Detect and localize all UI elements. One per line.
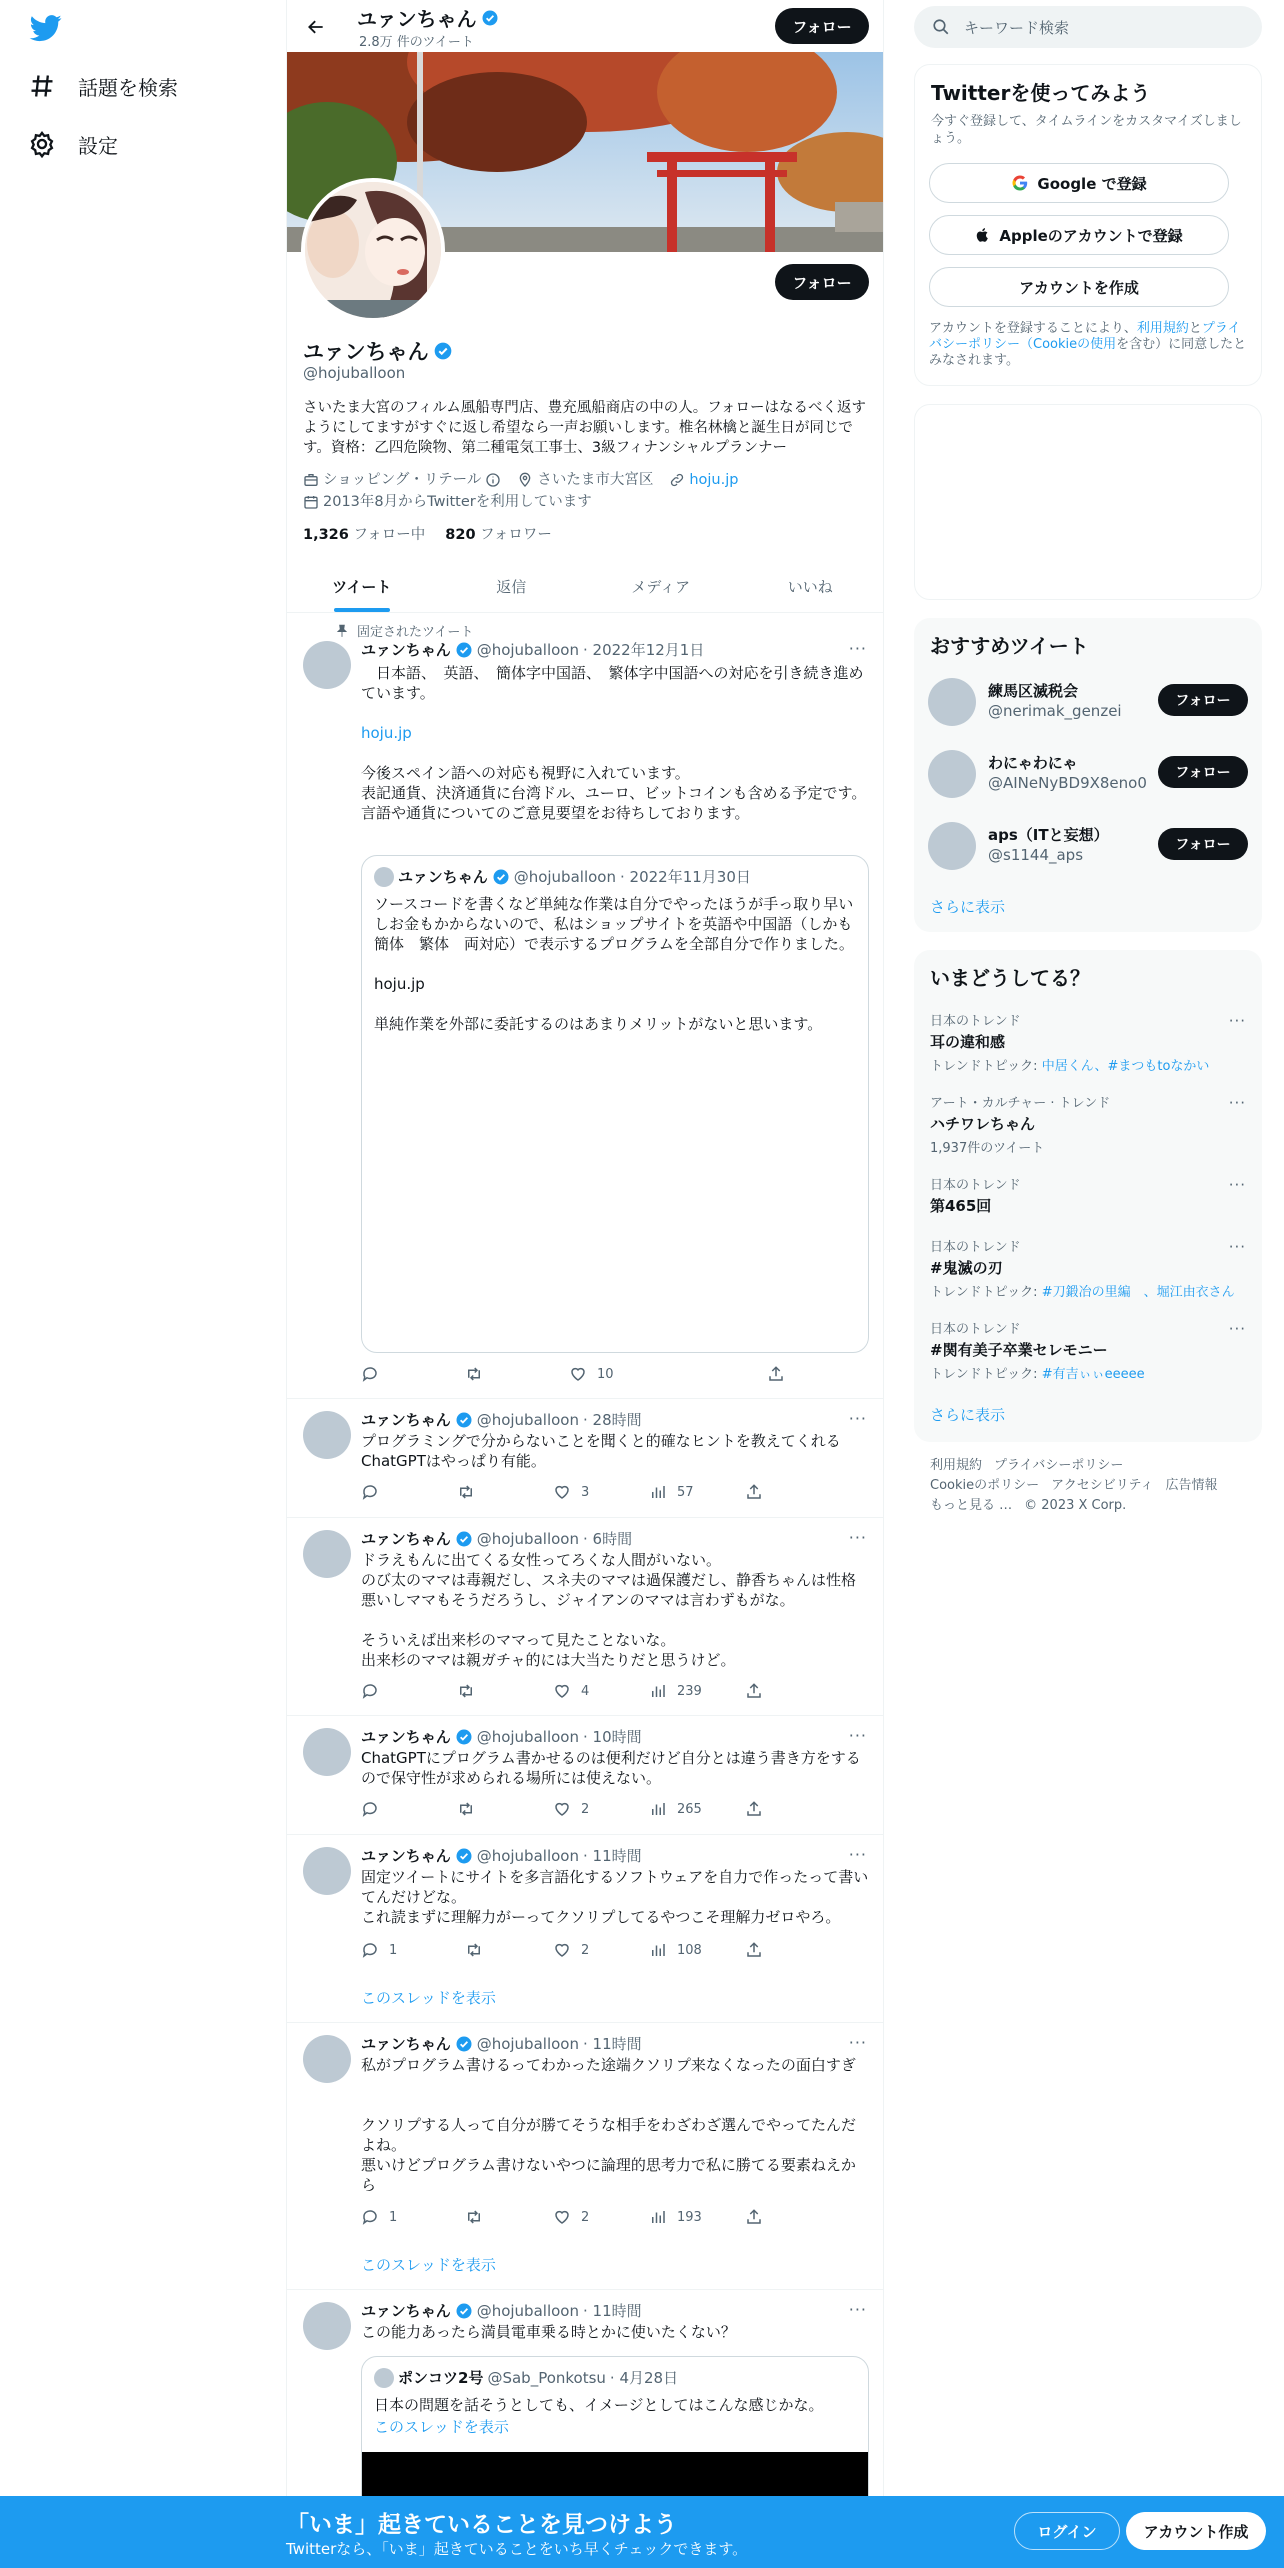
share-icon	[745, 1682, 763, 1700]
tweet-count: 2.8万 件のツイート	[359, 35, 474, 50]
tweet[interactable]	[287, 1716, 884, 1835]
profile-tabs	[287, 560, 884, 613]
views-button[interactable]	[649, 1682, 702, 1700]
tweet-text: プログラミングで分からないことを聞くと的確なヒントを教えてくれるChatGPTはやっぱり有能。	[361, 1432, 841, 1470]
trend-topics-links[interactable]: 中居くん、#まつもtoなかい	[1041, 1059, 1210, 1074]
reply-icon	[361, 1941, 379, 1959]
recommended-user-avatar	[928, 678, 976, 726]
reply-icon	[361, 1483, 379, 1501]
tweet-author-name[interactable]: ユァンちゃん	[361, 641, 451, 659]
quoted-tweet-avatar	[374, 2368, 394, 2388]
bar-chart-icon	[649, 1483, 667, 1501]
view-count: 108	[677, 1942, 702, 1958]
trend-name: ハチワレちゃん	[930, 1115, 1036, 1133]
quoted-tweet-author: ユァンちゃん	[398, 868, 488, 886]
nav-settings[interactable]	[28, 124, 118, 164]
nav-explore[interactable]	[28, 66, 178, 106]
profile-follow-button[interactable]: フォロー	[775, 264, 869, 300]
terms-link[interactable]: 利用規約	[1136, 321, 1189, 336]
like-count: 10	[597, 1366, 614, 1382]
profile-url	[669, 470, 738, 490]
apple-signup-button[interactable]	[929, 215, 1229, 255]
like-count: 2	[581, 1942, 590, 1958]
tweet[interactable]	[287, 1518, 884, 1716]
heart-icon	[569, 1365, 587, 1383]
pin-icon	[335, 624, 349, 638]
retweet-button[interactable]	[465, 1941, 483, 1959]
tweet-text: ChatGPTにプログラム書かせるのは便利だけど自分とは違う書き方をするので保守性が求められる場所には使えない。	[361, 1749, 861, 1787]
reply-icon	[361, 1682, 379, 1700]
back-button[interactable]	[299, 10, 333, 44]
trends-show-more[interactable]: さらに表示	[930, 1406, 1006, 1424]
nav-settings-label: 設定	[78, 133, 118, 158]
tweet-time[interactable]: · 11時間	[582, 2035, 642, 2053]
quoted-tweet-handle: @Sab_Ponkotsu	[487, 2368, 606, 2387]
show-thread-link[interactable]: このスレッドを表示	[361, 1989, 496, 2007]
trend-tweet-count: 1,937件のツイート	[930, 1141, 1045, 1156]
tweet-link[interactable]: hoju.jp	[361, 724, 412, 742]
heart-icon	[553, 1800, 571, 1818]
share-icon	[745, 1483, 763, 1501]
like-button[interactable]	[553, 1941, 589, 1959]
trend-name: #関有美子卒業セレモニー	[930, 1341, 1108, 1359]
location-pin-icon	[517, 472, 533, 488]
tweet-avatar[interactable]	[303, 2302, 351, 2350]
reply-button[interactable]	[361, 2208, 397, 2226]
recommended-user-handle: @s1144_aps	[988, 846, 1084, 864]
tweet-time[interactable]: · 2022年12月1日	[582, 641, 705, 659]
retweet-icon	[457, 1682, 475, 1700]
profile-category	[303, 470, 501, 490]
trend-item[interactable]	[930, 1010, 1246, 1074]
tweet-author-handle: @hojuballoon	[476, 2034, 579, 2053]
reply-button[interactable]	[361, 1941, 397, 1959]
tweet[interactable]	[287, 1835, 884, 2023]
tweet-header	[361, 639, 704, 660]
verified-badge-icon	[481, 9, 499, 27]
header-name	[357, 3, 499, 32]
trend-context: 日本のトレンド	[930, 1014, 1021, 1029]
share-button[interactable]	[745, 1800, 763, 1818]
profile-url-link[interactable]: hoju.jp	[689, 472, 739, 488]
tweet-header	[361, 1726, 642, 1747]
profile-bio: さいたま大宮のフィルム風船専門店、豊充風船商店の中の人。フォローはなるべく返すようにしてますがすぐに返し希望なら一声お願いします。椎名林檎と誕生日が同じです。資格：乙四危険物、第二種電気工事士、3級フィナンシャルプランナー	[303, 400, 867, 456]
bar-chart-icon	[649, 1800, 667, 1818]
retweet-button[interactable]	[465, 1365, 483, 1383]
bar-chart-icon	[649, 2208, 667, 2226]
trend-name: 耳の違和感	[930, 1033, 1006, 1051]
gear-icon	[28, 130, 56, 158]
profile-header-bar	[287, 0, 884, 52]
tweet-avatar[interactable]	[303, 1847, 351, 1895]
quoted-tweet-text: 日本の問題を話そうとしても、イメージとしてはこんな感じかな。	[374, 2396, 824, 2414]
tweet-actions	[361, 1682, 781, 1702]
views-button[interactable]	[649, 1483, 694, 1501]
trend-topics	[930, 1281, 1246, 1300]
quoted-tweet-header	[374, 866, 751, 887]
tweet-time[interactable]: · 10時間	[582, 1728, 642, 1746]
tweet-header	[361, 1528, 632, 1549]
following-label: フォロー中	[353, 527, 426, 543]
tweet-author-name[interactable]: ユァンちゃん	[361, 2035, 451, 2053]
search-bar[interactable]	[914, 6, 1262, 48]
quoted-tweet-avatar	[374, 867, 394, 887]
tweet[interactable]	[287, 2023, 884, 2290]
tweet-time[interactable]: · 6時間	[582, 1530, 633, 1548]
reply-icon	[361, 1800, 379, 1818]
tweet-author-name[interactable]: ユァンちゃん	[361, 1847, 451, 1865]
views-button[interactable]	[649, 1800, 702, 1818]
tweet-avatar[interactable]	[303, 641, 351, 689]
tweet-text: ドラえもんに出てくる女性ってろくな人間がいない。 のび太のママは毒親だし、スネ夫のママは過保護だし、静香ちゃんは性格悪いしママもそうだろうし、ジャイアンのママは言わずもがな。 そういえば出来杉のママって見たことないな。 出来杉のママは親ガチャ的には大当たりだと思うけど。	[361, 1551, 857, 1669]
trend-item[interactable]	[930, 1092, 1246, 1156]
login-prompt-subtitle: Twitterなら、「いま」起きていることをいち早くチェックできます。	[286, 2540, 748, 2558]
retweet-icon	[465, 1365, 483, 1383]
tweet-author-handle: @hojuballoon	[476, 1727, 579, 1746]
trend-context: アート・カルチャー · トレンド	[930, 1096, 1111, 1111]
recommended-user[interactable]	[928, 746, 1248, 802]
tweet-author-name[interactable]: ユァンちゃん	[361, 1728, 451, 1746]
trend-topics-links[interactable]: #刀鍛冶の里編 、堀江由衣さん	[1041, 1285, 1235, 1300]
trend-item[interactable]	[930, 1318, 1246, 1382]
retweet-icon	[457, 1483, 475, 1501]
trend-topics	[930, 1055, 1246, 1074]
verified-badge-icon	[455, 1530, 473, 1548]
tab-tweets[interactable]: ツイート	[287, 560, 437, 612]
tweet-author-handle: @hojuballoon	[476, 1410, 579, 1429]
retweet-button[interactable]	[465, 2208, 483, 2226]
views-button[interactable]	[649, 2208, 702, 2226]
empty-panel	[914, 404, 1262, 600]
retweet-button[interactable]	[457, 1682, 475, 1700]
profile-location	[517, 470, 653, 490]
footer-ads[interactable]: 広告情報	[1165, 1478, 1218, 1493]
pinned-indicator	[335, 621, 473, 640]
heart-icon	[553, 1941, 571, 1959]
view-count: 265	[677, 1801, 702, 1817]
hashtag-icon	[28, 72, 56, 100]
recommended-tweets-panel	[914, 618, 1262, 932]
recommended-user-handle: @nerimak_genzei	[988, 702, 1122, 720]
followers-label: フォロワー	[480, 527, 552, 543]
following-stat[interactable]	[303, 523, 425, 544]
show-thread-link[interactable]: このスレッドを表示	[361, 2256, 496, 2274]
reply-count: 1	[389, 1942, 398, 1958]
retweet-icon	[457, 1800, 475, 1818]
arrow-left-icon	[306, 17, 326, 37]
trend-context: 日本のトレンド	[930, 1322, 1021, 1337]
recommended-user-avatar	[928, 822, 976, 870]
profile-name-text: ユァンちゃん	[303, 340, 429, 364]
like-count: 2	[581, 1801, 590, 1817]
more-options-icon[interactable]: ···	[1228, 1238, 1246, 1256]
login-prompt-bar	[0, 2496, 1284, 2568]
tweet-author-name[interactable]: ユァンちゃん	[361, 1411, 451, 1429]
like-button[interactable]	[569, 1365, 614, 1383]
profile-joined	[303, 492, 592, 512]
calendar-icon	[303, 494, 319, 510]
reply-count: 1	[389, 2209, 398, 2225]
info-icon[interactable]	[485, 472, 501, 488]
trend-item[interactable]	[930, 1174, 1246, 1216]
verified-badge-icon	[455, 1847, 473, 1865]
reply-icon	[361, 1365, 379, 1383]
tweet-avatar[interactable]	[303, 1411, 351, 1459]
bar-chart-icon	[649, 1941, 667, 1959]
nav-explore-label: 話題を検索	[78, 75, 178, 100]
share-button[interactable]	[745, 2208, 763, 2226]
tweet-avatar[interactable]	[303, 1728, 351, 1776]
quoted-show-thread-link[interactable]: このスレッドを表示	[374, 2418, 509, 2436]
tweet-header	[361, 1409, 642, 1430]
more-options-icon[interactable]: ···	[848, 1409, 867, 1428]
heart-icon	[553, 1483, 571, 1501]
view-count: 57	[677, 1484, 694, 1500]
signup-terms	[929, 321, 1249, 369]
tweet-author-handle: @hojuballoon	[476, 640, 579, 659]
recommended-show-more[interactable]: さらに表示	[930, 898, 1006, 916]
like-button[interactable]	[553, 2208, 589, 2226]
tweet-text: この能力あったら満員電車乗る時とかに使いたくない？	[361, 2323, 736, 2341]
tweet-header	[361, 2300, 642, 2321]
verified-badge-icon	[455, 1411, 473, 1429]
share-button[interactable]	[745, 1483, 763, 1501]
footer-more[interactable]: もっと見る …	[930, 1498, 1013, 1513]
trend-topics	[930, 1363, 1246, 1382]
briefcase-icon	[303, 472, 319, 488]
follow-stats	[303, 523, 552, 544]
trends-panel	[914, 950, 1262, 1442]
link-icon	[669, 472, 685, 488]
trend-name: #鬼滅の刃	[930, 1259, 1003, 1277]
terms-prefix: アカウントを登録することにより、	[929, 321, 1137, 336]
tweet-actions	[361, 1941, 781, 1961]
more-options-icon[interactable]: ···	[1228, 1012, 1246, 1030]
retweet-icon	[465, 2208, 483, 2226]
footer-cookie[interactable]: Cookieのポリシー	[930, 1478, 1040, 1493]
create-account-button[interactable]: アカウントを作成	[929, 267, 1229, 307]
retweet-icon	[465, 1941, 483, 1959]
tweet-avatar[interactable]	[303, 1530, 351, 1578]
recommended-follow-button[interactable]: フォロー	[1158, 684, 1248, 716]
signup-panel	[914, 64, 1262, 386]
apple-signup-label: Appleのアカウントで登録	[999, 226, 1183, 245]
recommended-user[interactable]	[928, 674, 1248, 730]
footer-terms[interactable]: 利用規約	[930, 1458, 983, 1473]
recommended-user[interactable]	[928, 818, 1248, 874]
tweet-text-continued: 今後スペイン語への対応も視野に入れています。 表記通貨、決済通貨に台湾ドル、ユーロ、ビットコインも含める予定です。 言語や通貨についてのご意見要望をお待ちしております。	[361, 764, 867, 822]
tweet-author-handle: @hojuballoon	[476, 1529, 579, 1548]
bar-chart-icon	[649, 1682, 667, 1700]
footer-privacy[interactable]: プライバシーポリシー	[994, 1458, 1124, 1473]
google-signup-button[interactable]	[929, 163, 1229, 203]
tweet-actions	[361, 2208, 781, 2228]
signup-subtitle: 今すぐ登録して、タイムラインをカスタマイズしましょう。	[931, 114, 1242, 146]
trends-title: いまどうしてる？	[930, 966, 1090, 990]
profile-category-text: ショッピング・リテール	[323, 472, 482, 488]
like-count: 3	[581, 1484, 590, 1500]
recommended-user-name: aps（ITと妄想）	[988, 826, 1109, 844]
recommended-user-name: わにゃわにゃ	[988, 754, 1078, 772]
recommended-follow-button[interactable]: フォロー	[1158, 828, 1248, 860]
profile-avatar[interactable]	[301, 178, 445, 322]
header-follow-button[interactable]: フォロー	[775, 8, 869, 44]
trend-topics-prefix: トレンドトピック:	[930, 1059, 1038, 1074]
profile-handle: @hojuballoon	[303, 364, 406, 382]
retweet-button[interactable]	[457, 1483, 475, 1501]
login-button[interactable]: ログイン	[1014, 2512, 1120, 2550]
tweet-text: 私がプログラム書けるってわかった途端クソリプ来なくなったの面白すぎ クソリプする人って自分が勝てそうな相手をわざわざ選んでやってたんだよね。 悪いけどプログラム書けないやつに論理的思考力で私に勝てる要素ねえから	[361, 2056, 857, 2194]
footer-copyright: © 2023 X Corp.	[1024, 1498, 1127, 1513]
reply-button[interactable]	[361, 1483, 389, 1501]
signup-button[interactable]: アカウント作成	[1126, 2512, 1266, 2550]
tweet-actions	[361, 1365, 781, 1385]
recommended-user-avatar	[928, 750, 976, 798]
views-button[interactable]	[649, 1941, 702, 1959]
recommended-user-handle: @AINeNyBD9X8eno0	[988, 774, 1147, 792]
like-button[interactable]	[553, 1483, 589, 1501]
followers-count: 820	[445, 527, 476, 543]
heart-icon	[553, 2208, 571, 2226]
more-options-icon[interactable]: ···	[848, 1726, 867, 1745]
followers-stat[interactable]	[445, 523, 552, 544]
trend-name: 第465回	[930, 1197, 992, 1215]
tab-likes[interactable]: いいね	[787, 577, 833, 596]
pinned-label: 固定されたツイート	[357, 625, 474, 640]
tweet-author-handle: @hojuballoon	[476, 2301, 579, 2320]
more-options-icon[interactable]: ···	[1228, 1320, 1246, 1338]
tab-replies[interactable]: 返信	[496, 577, 527, 596]
view-count: 239	[677, 1683, 702, 1699]
quoted-tweet-author: ポンコツ2号	[398, 2369, 484, 2387]
following-count: 1,326	[303, 527, 349, 543]
tweet-author-name[interactable]: ユァンちゃん	[361, 2302, 451, 2320]
profile-timeline-column	[286, 0, 884, 2568]
quoted-tweet-text: ソースコードを書くなど単純な作業は自分でやったほうが手っ取り早いしお金もかからないので、私はショップサイトを英語や中国語（しかも簡体 繁体 両対応）で表示するプログラムを全部自分で作りました。 hoju.jp 単純作業を外部に委託するのはあまりメリットがないと思います。	[374, 895, 854, 1033]
tweet[interactable]	[287, 1399, 884, 1518]
verified-badge-icon	[433, 341, 453, 361]
tab-media[interactable]: メディア	[631, 577, 691, 596]
tweet-text: 日本語、 英語、 簡体字中国語、 繁体字中国語への対応を引き続き進めています。	[361, 664, 864, 702]
tweet-actions	[361, 1483, 781, 1503]
share-icon	[745, 1941, 763, 1959]
trend-topics-links[interactable]: #有吉ぃぃeeeee	[1041, 1367, 1145, 1382]
quoted-tweet-time: · 4月28日	[609, 2369, 679, 2387]
tweet-author-handle: @hojuballoon	[476, 1846, 579, 1865]
privacy-link[interactable]: プライバシーポリシー	[929, 321, 1241, 352]
quoted-tweet-header	[374, 2367, 678, 2388]
like-button[interactable]	[553, 1682, 589, 1700]
terms-and: と	[1188, 321, 1202, 336]
tweet-header	[361, 2033, 642, 2054]
more-options-icon[interactable]: ···	[1228, 1176, 1246, 1194]
search-placeholder: キーワード検索	[964, 18, 1070, 37]
cookie-link[interactable]: （Cookieの使用	[1020, 337, 1117, 352]
profile-joined-text: 2013年8月からTwitterを利用しています	[323, 494, 592, 510]
quoted-tweet-time: · 2022年11月30日	[619, 868, 751, 886]
tweet-time[interactable]: · 28時間	[582, 1411, 642, 1429]
footer-links	[930, 1456, 1250, 1516]
more-options-icon[interactable]: ···	[848, 639, 867, 658]
tweet-text: 固定ツイートにサイトを多言語化するソフトウェアを自力で作ったって書いてんだけどな。 これ読まずに理解力がーってクソリプしてるやつこそ理解力ゼロやろ。	[361, 1868, 869, 1926]
tweet-header	[361, 1845, 642, 1866]
like-button[interactable]	[553, 1800, 589, 1818]
reply-button[interactable]	[361, 1365, 389, 1383]
verified-badge-icon	[455, 2302, 473, 2320]
like-count: 4	[581, 1683, 590, 1699]
profile-location-text: さいたま市大宮区	[537, 472, 654, 488]
verified-badge-icon	[455, 2035, 473, 2053]
heart-icon	[553, 1682, 571, 1700]
tweet-time[interactable]: · 11時間	[582, 2302, 642, 2320]
reply-button[interactable]	[361, 1682, 389, 1700]
recommended-follow-button[interactable]: フォロー	[1158, 756, 1248, 788]
trend-context: 日本のトレンド	[930, 1240, 1021, 1255]
footer-accessibility[interactable]: アクセシビリティ	[1051, 1478, 1154, 1493]
more-options-icon[interactable]: ···	[848, 1845, 867, 1864]
tweet-pinned[interactable]	[287, 613, 884, 1399]
verified-badge-icon	[455, 641, 473, 659]
tweet-author-name[interactable]: ユァンちゃん	[361, 1530, 451, 1548]
google-signup-label: Google で登録	[1037, 174, 1147, 193]
profile-name	[303, 336, 453, 366]
reply-button[interactable]	[361, 1800, 389, 1818]
like-count: 2	[581, 2209, 590, 2225]
twitter-logo-icon[interactable]	[28, 12, 64, 44]
verified-badge-icon	[455, 1728, 473, 1746]
share-button[interactable]	[767, 1365, 785, 1383]
view-count: 193	[677, 2209, 702, 2225]
tweet-avatar[interactable]	[303, 2035, 351, 2083]
more-options-icon[interactable]: ···	[848, 2300, 867, 2319]
header-name-text: ユァンちゃん	[357, 7, 477, 31]
trend-topics-prefix: トレンドトピック:	[930, 1285, 1038, 1300]
more-options-icon[interactable]: ···	[848, 2033, 867, 2052]
trend-item[interactable]	[930, 1236, 1246, 1300]
share-icon	[745, 2208, 763, 2226]
recommended-title: おすすめツイート	[930, 634, 1089, 658]
apple-logo-icon	[975, 226, 991, 244]
trend-context: 日本のトレンド	[930, 1178, 1021, 1193]
share-icon	[745, 1800, 763, 1818]
google-logo-icon	[1011, 174, 1029, 192]
reply-icon	[361, 2208, 379, 2226]
more-options-icon[interactable]: ···	[848, 1528, 867, 1547]
recommended-user-name: 練馬区滅税会	[988, 682, 1079, 700]
share-button[interactable]	[745, 1682, 763, 1700]
share-button[interactable]	[745, 1941, 763, 1959]
quoted-tweet-handle: @hojuballoon	[513, 867, 616, 886]
right-sidebar	[884, 0, 1284, 2568]
tweet-actions	[361, 1800, 781, 1820]
verified-badge-icon	[492, 868, 510, 886]
terms-suffix: を含む）に同意したとみなされます。	[929, 337, 1247, 368]
signup-title: Twitterを使ってみよう	[931, 81, 1151, 105]
retweet-button[interactable]	[457, 1800, 475, 1818]
left-navigation	[0, 0, 286, 2568]
login-prompt-title: 「いま」起きていることを見つけよう	[286, 2512, 677, 2538]
search-icon	[932, 18, 950, 36]
quoted-tweet[interactable]	[361, 855, 869, 1353]
share-icon	[767, 1365, 785, 1383]
more-options-icon[interactable]: ···	[1228, 1094, 1246, 1112]
trend-topics-prefix: トレンドトピック:	[930, 1367, 1038, 1382]
profile-meta	[303, 470, 869, 514]
tweet-time[interactable]: · 11時間	[582, 1847, 642, 1865]
